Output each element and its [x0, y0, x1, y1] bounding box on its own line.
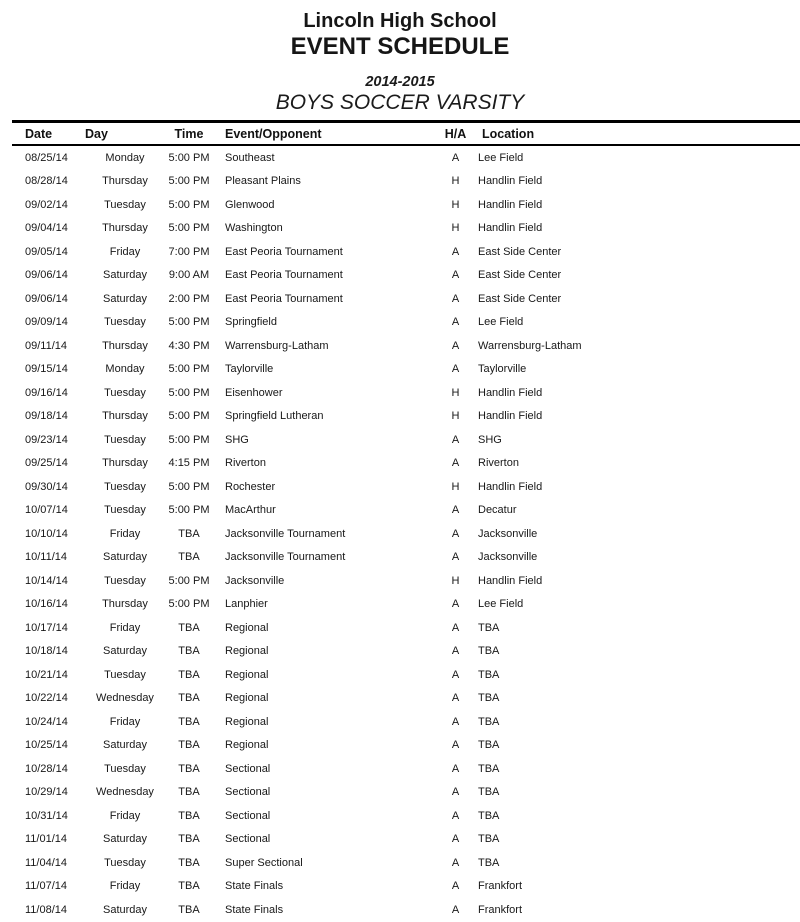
cell-time: TBA — [178, 762, 200, 775]
table-row — [12, 499, 800, 523]
cell-event: Jacksonville — [225, 574, 285, 587]
cell-date: 09/11/14 — [25, 339, 68, 352]
cell-event: Pleasant Plains — [225, 175, 301, 188]
cell-ha: H — [451, 480, 460, 493]
cell-event: SHG — [225, 433, 249, 446]
cell-date: 11/04/14 — [25, 856, 68, 869]
cell-time: 5:00 PM — [168, 222, 210, 235]
table-row — [12, 710, 800, 734]
cell-day: Friday — [109, 245, 141, 258]
table-row — [12, 358, 800, 382]
cell-date: 08/25/14 — [25, 151, 68, 164]
cell-ha: H — [451, 175, 460, 188]
cell-event: Warrensburg-Latham — [225, 339, 329, 352]
cell-ha: A — [451, 809, 460, 822]
cell-date: 10/17/14 — [25, 621, 68, 634]
cell-ha: A — [451, 645, 460, 658]
cell-ha: A — [451, 551, 460, 564]
cell-day: Thursday — [102, 457, 148, 470]
cell-ha: A — [451, 339, 460, 352]
cell-location: Jacksonville — [478, 527, 538, 540]
cell-date: 10/25/14 — [25, 739, 68, 752]
cell-time: TBA — [178, 856, 200, 869]
cell-ha: A — [451, 903, 460, 916]
header-location: Location — [482, 126, 535, 141]
cell-date: 09/30/14 — [25, 480, 68, 493]
cell-date: 11/01/14 — [25, 833, 68, 846]
cell-location: TBA — [478, 833, 500, 846]
table-row — [12, 381, 800, 405]
cell-date: 10/16/14 — [25, 598, 68, 611]
cell-time: 5:00 PM — [168, 433, 210, 446]
table-row — [12, 170, 800, 194]
cell-event: State Finals — [225, 903, 284, 916]
table-row — [12, 875, 800, 899]
cell-event: Sectional — [225, 762, 271, 775]
table-row — [12, 593, 800, 617]
cell-time: 5:00 PM — [168, 151, 210, 164]
cell-ha: A — [451, 363, 460, 376]
cell-ha: A — [451, 433, 460, 446]
cell-time: TBA — [178, 715, 200, 728]
header-day: Day — [85, 126, 108, 141]
cell-date: 08/28/14 — [25, 175, 68, 188]
cell-time: TBA — [178, 833, 200, 846]
cell-time: 5:00 PM — [168, 386, 210, 399]
cell-day: Saturday — [102, 551, 148, 564]
cell-day: Saturday — [102, 269, 148, 282]
cell-location: TBA — [478, 739, 500, 752]
title-block — [0, 0, 800, 114]
cell-day: Monday — [105, 363, 145, 376]
header-time: Time — [174, 126, 204, 141]
cell-day: Tuesday — [104, 480, 146, 493]
cell-ha: A — [451, 151, 460, 164]
cell-location: TBA — [478, 645, 500, 658]
cell-date: 09/02/14 — [25, 198, 68, 211]
cell-date: 09/06/14 — [25, 292, 68, 305]
cell-location: Taylorville — [478, 363, 527, 376]
cell-day: Saturday — [102, 903, 148, 916]
table-row — [12, 522, 800, 546]
cell-ha: A — [451, 292, 460, 305]
cell-event: Jacksonville Tournament — [225, 551, 346, 564]
cell-date: 09/06/14 — [25, 269, 68, 282]
cell-time: 4:30 PM — [168, 339, 210, 352]
cell-day: Friday — [109, 527, 141, 540]
table-row — [12, 264, 800, 288]
cell-time: TBA — [178, 739, 200, 752]
cell-location: Frankfort — [478, 880, 523, 893]
table-row — [12, 851, 800, 875]
table-row — [12, 757, 800, 781]
table-row — [12, 804, 800, 828]
cell-event: Super Sectional — [225, 856, 303, 869]
table-row — [12, 405, 800, 429]
cell-day: Friday — [109, 715, 141, 728]
cell-date: 10/29/14 — [25, 786, 68, 799]
cell-time: 5:00 PM — [168, 175, 210, 188]
cell-event: Glenwood — [225, 198, 275, 211]
cell-ha: A — [451, 833, 460, 846]
cell-day: Thursday — [102, 598, 148, 611]
cell-event: Sectional — [225, 786, 271, 799]
table-row — [12, 569, 800, 593]
cell-time: 5:00 PM — [168, 316, 210, 329]
cell-time: TBA — [178, 903, 200, 916]
cell-time: TBA — [178, 621, 200, 634]
cell-date: 09/18/14 — [25, 410, 68, 423]
cell-time: 7:00 PM — [168, 245, 210, 258]
table-row — [12, 475, 800, 499]
cell-day: Tuesday — [104, 386, 146, 399]
cell-date: 10/22/14 — [25, 692, 68, 705]
table-row — [12, 640, 800, 664]
cell-location: Frankfort — [478, 903, 523, 916]
table-row — [12, 616, 800, 640]
cell-day: Saturday — [102, 292, 148, 305]
cell-time: TBA — [178, 645, 200, 658]
cell-event: Riverton — [225, 457, 266, 470]
cell-date: 10/10/14 — [25, 527, 68, 540]
cell-location: TBA — [478, 668, 500, 681]
cell-event: MacArthur — [225, 504, 276, 517]
cell-day: Thursday — [102, 222, 148, 235]
table-row — [12, 663, 800, 687]
cell-location: East Side Center — [478, 292, 562, 305]
table-row — [12, 428, 800, 452]
cell-day: Thursday — [102, 410, 148, 423]
cell-location: Lee Field — [478, 598, 524, 611]
table-row — [12, 452, 800, 476]
page-title: EVENT SCHEDULE — [290, 33, 510, 60]
cell-location: Handlin Field — [478, 386, 543, 399]
cell-day: Thursday — [102, 175, 148, 188]
cell-ha: A — [451, 621, 460, 634]
cell-event: Rochester — [225, 480, 276, 493]
cell-time: 5:00 PM — [168, 410, 210, 423]
cell-day: Friday — [109, 621, 141, 634]
cell-ha: A — [451, 269, 460, 282]
cell-event: Jacksonville Tournament — [225, 527, 346, 540]
cell-location: SHG — [478, 433, 502, 446]
cell-event: Regional — [225, 715, 269, 728]
cell-time: 5:00 PM — [168, 480, 210, 493]
cell-location: TBA — [478, 692, 500, 705]
cell-day: Saturday — [102, 645, 148, 658]
cell-ha: A — [451, 692, 460, 705]
table-row — [12, 146, 800, 170]
cell-event: Regional — [225, 692, 269, 705]
cell-day: Monday — [105, 151, 145, 164]
cell-location: TBA — [478, 786, 500, 799]
cell-time: 5:00 PM — [168, 574, 210, 587]
cell-location: TBA — [478, 715, 500, 728]
cell-location: TBA — [478, 621, 500, 634]
cell-time: 9:00 AM — [168, 269, 210, 282]
cell-time: TBA — [178, 809, 200, 822]
cell-location: Handlin Field — [478, 480, 543, 493]
cell-ha: A — [451, 762, 460, 775]
table-row — [12, 687, 800, 711]
cell-date: 10/11/14 — [25, 551, 68, 564]
cell-location: Handlin Field — [478, 175, 543, 188]
cell-date: 09/04/14 — [25, 222, 68, 235]
cell-event: Washington — [225, 222, 283, 235]
cell-time: TBA — [178, 786, 200, 799]
cell-event: Sectional — [225, 809, 271, 822]
cell-ha: A — [451, 856, 460, 869]
cell-ha: A — [451, 786, 460, 799]
cell-location: Lee Field — [478, 151, 524, 164]
table-row — [12, 734, 800, 758]
cell-day: Wednesday — [96, 786, 154, 799]
school-name: Lincoln High School — [303, 10, 497, 32]
cell-event: Regional — [225, 621, 269, 634]
cell-location: Handlin Field — [478, 198, 543, 211]
cell-time: TBA — [178, 880, 200, 893]
cell-date: 10/28/14 — [25, 762, 68, 775]
cell-location: TBA — [478, 762, 500, 775]
cell-event: East Peoria Tournament — [225, 269, 343, 282]
cell-date: 09/05/14 — [25, 245, 68, 258]
cell-time: TBA — [178, 668, 200, 681]
cell-event: Regional — [225, 739, 269, 752]
cell-date: 10/24/14 — [25, 715, 68, 728]
cell-date: 09/23/14 — [25, 433, 68, 446]
cell-time: 4:15 PM — [168, 457, 210, 470]
table-row — [12, 240, 800, 264]
cell-ha: H — [451, 222, 460, 235]
table-header-row — [12, 120, 800, 146]
schedule-rows — [12, 146, 800, 922]
cell-day: Tuesday — [104, 504, 146, 517]
cell-ha: A — [451, 715, 460, 728]
cell-time: 5:00 PM — [168, 198, 210, 211]
cell-date: 09/09/14 — [25, 316, 68, 329]
schedule-table — [12, 120, 800, 922]
cell-date: 09/15/14 — [25, 363, 68, 376]
cell-day: Wednesday — [96, 692, 154, 705]
cell-day: Saturday — [102, 739, 148, 752]
cell-event: Springfield Lutheran — [225, 410, 324, 423]
cell-event: East Peoria Tournament — [225, 292, 343, 305]
cell-event: Southeast — [225, 151, 275, 164]
cell-day: Thursday — [102, 339, 148, 352]
cell-event: Sectional — [225, 833, 271, 846]
cell-location: Handlin Field — [478, 574, 543, 587]
cell-day: Saturday — [102, 833, 148, 846]
cell-location: Jacksonville — [478, 551, 538, 564]
table-row — [12, 193, 800, 217]
cell-location: Riverton — [478, 457, 519, 470]
cell-event: Regional — [225, 668, 269, 681]
cell-location: Handlin Field — [478, 410, 543, 423]
table-row — [12, 334, 800, 358]
team-label: BOYS SOCCER VARSITY — [275, 91, 525, 114]
cell-date: 10/14/14 — [25, 574, 68, 587]
table-row — [12, 287, 800, 311]
cell-location: Decatur — [478, 504, 517, 517]
table-row — [12, 781, 800, 805]
table-row — [12, 217, 800, 241]
cell-location: Lee Field — [478, 316, 524, 329]
cell-event: Taylorville — [225, 363, 274, 376]
cell-time: TBA — [178, 527, 200, 540]
cell-date: 09/25/14 — [25, 457, 68, 470]
cell-ha: A — [451, 527, 460, 540]
cell-location: TBA — [478, 856, 500, 869]
cell-date: 09/16/14 — [25, 386, 68, 399]
cell-ha: A — [451, 739, 460, 752]
cell-date: 10/21/14 — [25, 668, 68, 681]
cell-event: Springfield — [225, 316, 277, 329]
cell-ha: A — [451, 598, 460, 611]
cell-ha: H — [451, 410, 460, 423]
cell-ha: H — [451, 574, 460, 587]
table-row — [12, 311, 800, 335]
cell-event: Lanphier — [225, 598, 268, 611]
cell-date: 10/31/14 — [25, 809, 68, 822]
cell-location: East Side Center — [478, 245, 562, 258]
cell-day: Tuesday — [104, 762, 146, 775]
table-row — [12, 546, 800, 570]
cell-ha: A — [451, 668, 460, 681]
cell-time: TBA — [178, 551, 200, 564]
cell-ha: A — [451, 880, 460, 893]
cell-time: TBA — [178, 692, 200, 705]
cell-date: 10/07/14 — [25, 504, 68, 517]
cell-date: 11/08/14 — [25, 903, 68, 916]
cell-location: TBA — [478, 809, 500, 822]
cell-time: 5:00 PM — [168, 598, 210, 611]
cell-ha: A — [451, 504, 460, 517]
cell-ha: H — [451, 198, 460, 211]
header-date: Date — [25, 126, 53, 141]
cell-location: Handlin Field — [478, 222, 543, 235]
cell-day: Tuesday — [104, 316, 146, 329]
cell-ha: A — [451, 245, 460, 258]
cell-event: State Finals — [225, 880, 284, 893]
cell-day: Tuesday — [104, 668, 146, 681]
cell-day: Tuesday — [104, 574, 146, 587]
header-event-opponent: Event/Opponent — [225, 126, 322, 141]
cell-event: Eisenhower — [225, 386, 283, 399]
cell-ha: H — [451, 386, 460, 399]
cell-date: 11/07/14 — [25, 880, 68, 893]
cell-day: Tuesday — [104, 433, 146, 446]
season-label: 2014-2015 — [365, 74, 435, 90]
cell-time: 5:00 PM — [168, 363, 210, 376]
cell-event: Regional — [225, 645, 269, 658]
cell-time: 2:00 PM — [168, 292, 210, 305]
table-row — [12, 828, 800, 852]
cell-ha: A — [451, 316, 460, 329]
cell-day: Friday — [109, 880, 141, 893]
cell-day: Friday — [109, 809, 141, 822]
cell-location: Warrensburg-Latham — [478, 339, 582, 352]
header-home-away: H/A — [444, 126, 467, 141]
cell-time: 5:00 PM — [168, 504, 210, 517]
cell-day: Tuesday — [104, 856, 146, 869]
cell-day: Tuesday — [104, 198, 146, 211]
cell-date: 10/18/14 — [25, 645, 68, 658]
cell-location: East Side Center — [478, 269, 562, 282]
cell-event: East Peoria Tournament — [225, 245, 343, 258]
cell-ha: A — [451, 457, 460, 470]
